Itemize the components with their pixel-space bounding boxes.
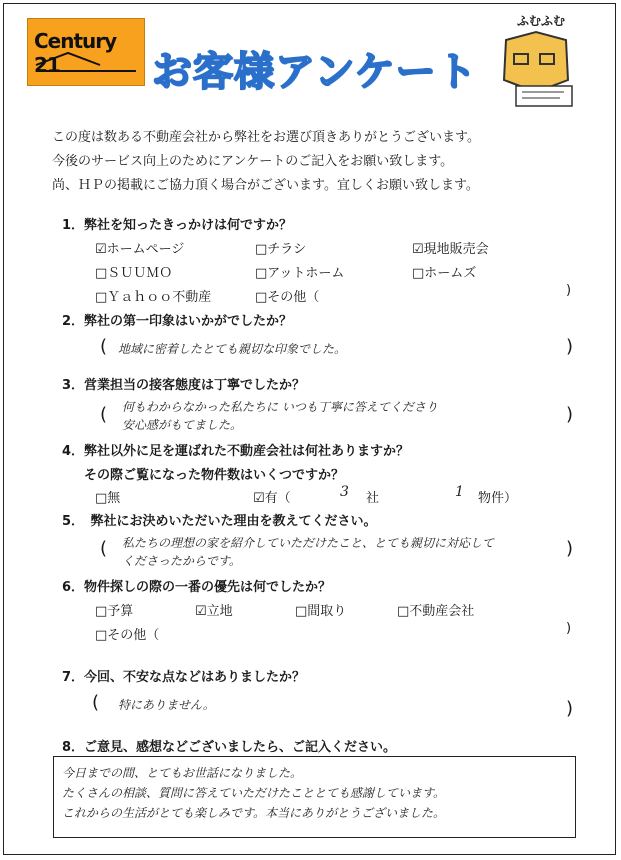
q4-company-unit: 社 <box>366 491 380 506</box>
mascot-caption: ふむふむ <box>517 14 566 28</box>
q8-comment-line-2: たくさんの相談、質問に答えていただけたこととても感謝しています。 <box>62 786 446 800</box>
q6-label: 6．物件探しの際の一番の優先は何でしたか？ <box>62 580 332 595</box>
q1-other-close-paren: ) <box>566 283 572 298</box>
q4-company-count[interactable]: 3 <box>340 484 349 500</box>
q5-close-paren: ) <box>566 538 574 559</box>
century21-logo: Century 21 <box>27 18 145 86</box>
q4-property-unit: 物件） <box>478 491 518 506</box>
q7-open-paren: ( <box>92 692 100 713</box>
q3-open-paren: ( <box>100 404 108 425</box>
page-title: お客様アンケート <box>152 49 478 95</box>
q7-label: 7．今回、不安な点などはありましたか？ <box>62 670 306 685</box>
q1-label: 1．弊社を知ったきっかけは何ですか？ <box>62 218 293 233</box>
q2-close-paren: ) <box>566 336 574 357</box>
q8-comment-line-1: 今日までの間、とてもお世話になりました。 <box>62 766 303 780</box>
q7-close-paren: ) <box>566 698 574 719</box>
q5-open-paren: ( <box>100 538 108 559</box>
q6-option-location[interactable]: ☑立地 <box>195 604 233 619</box>
q5-answer-line-1[interactable]: 私たちの理想の家を紹介していただけたこと、とても親切に対応して <box>122 536 495 550</box>
q3-answer-line-2[interactable]: 安心感がもてました。 <box>122 418 243 432</box>
q8-comment-line-3: これからの生活がとても楽しみです。本当にありがとうございました。 <box>62 806 446 820</box>
q1-option-homepage[interactable]: ☑ホームページ <box>95 242 185 257</box>
q4-label-2: その際ご覧になった物件数はいくつですか？ <box>84 468 345 483</box>
q6-option-agency[interactable]: □不動産会社 <box>397 604 475 619</box>
q2-label: 2．弊社の第一印象はいかがでしたか？ <box>62 314 293 329</box>
q2-open-paren: ( <box>100 336 108 357</box>
q1-option-other[interactable]: □その他（ <box>255 290 320 305</box>
q4-option-yes[interactable]: ☑有（ <box>253 491 291 506</box>
q1-option-suumo[interactable]: □ＳＵＵＭＯ <box>95 266 173 281</box>
q1-option-open-house[interactable]: ☑現地販売会 <box>412 242 489 257</box>
mascot-icon <box>486 30 586 110</box>
q6-option-budget[interactable]: □予算 <box>95 604 134 619</box>
q1-option-yahoo[interactable]: □Ｙａｈｏｏ不動産 <box>95 290 212 305</box>
q6-option-layout[interactable]: □間取り <box>295 604 347 619</box>
q1-option-homes[interactable]: □ホームズ <box>412 266 477 281</box>
q3-answer-line-1[interactable]: 何もわからなかった私たちに いつも丁寧に答えてくださり <box>122 400 438 414</box>
q1-option-flyer[interactable]: □チラシ <box>255 242 307 257</box>
q2-answer[interactable]: 地域に密着したとても親切な印象でした。 <box>118 342 347 356</box>
q7-answer[interactable]: 特にありません。 <box>118 698 215 712</box>
q4-label-1: 4．弊社以外に足を運ばれた不動産会社は何社ありますか？ <box>62 444 410 459</box>
house-roof-icon <box>28 19 144 85</box>
q5-answer-line-2[interactable]: くださったからです。 <box>122 554 241 568</box>
q4-option-none[interactable]: □無 <box>95 491 121 506</box>
q5-label: 5． 弊社にお決めいただいた理由を教えてください。 <box>62 514 377 529</box>
intro-line-1: この度は数ある不動産会社から弊社をお選び頂きありがとうございます。 <box>52 130 480 145</box>
q6-other-close-paren: ) <box>566 621 572 636</box>
q8-label: 8．ご意見、感想などございましたら、ご記入ください。 <box>62 740 397 755</box>
intro-line-2: 今後のサービス向上のためにアンケートのご記入をお願い致します。 <box>52 154 454 169</box>
q1-option-athome[interactable]: □アットホーム <box>255 266 345 281</box>
q6-option-other[interactable]: □その他（ <box>95 628 160 643</box>
intro-line-3: 尚、ＨＰの掲載にご協力頂く場合がございます。宜しくお願い致します。 <box>52 178 479 193</box>
q3-close-paren: ) <box>566 404 574 425</box>
q4-property-count[interactable]: 1 <box>455 484 464 500</box>
q3-label: 3．営業担当の接客態度は丁寧でしたか？ <box>62 378 306 393</box>
